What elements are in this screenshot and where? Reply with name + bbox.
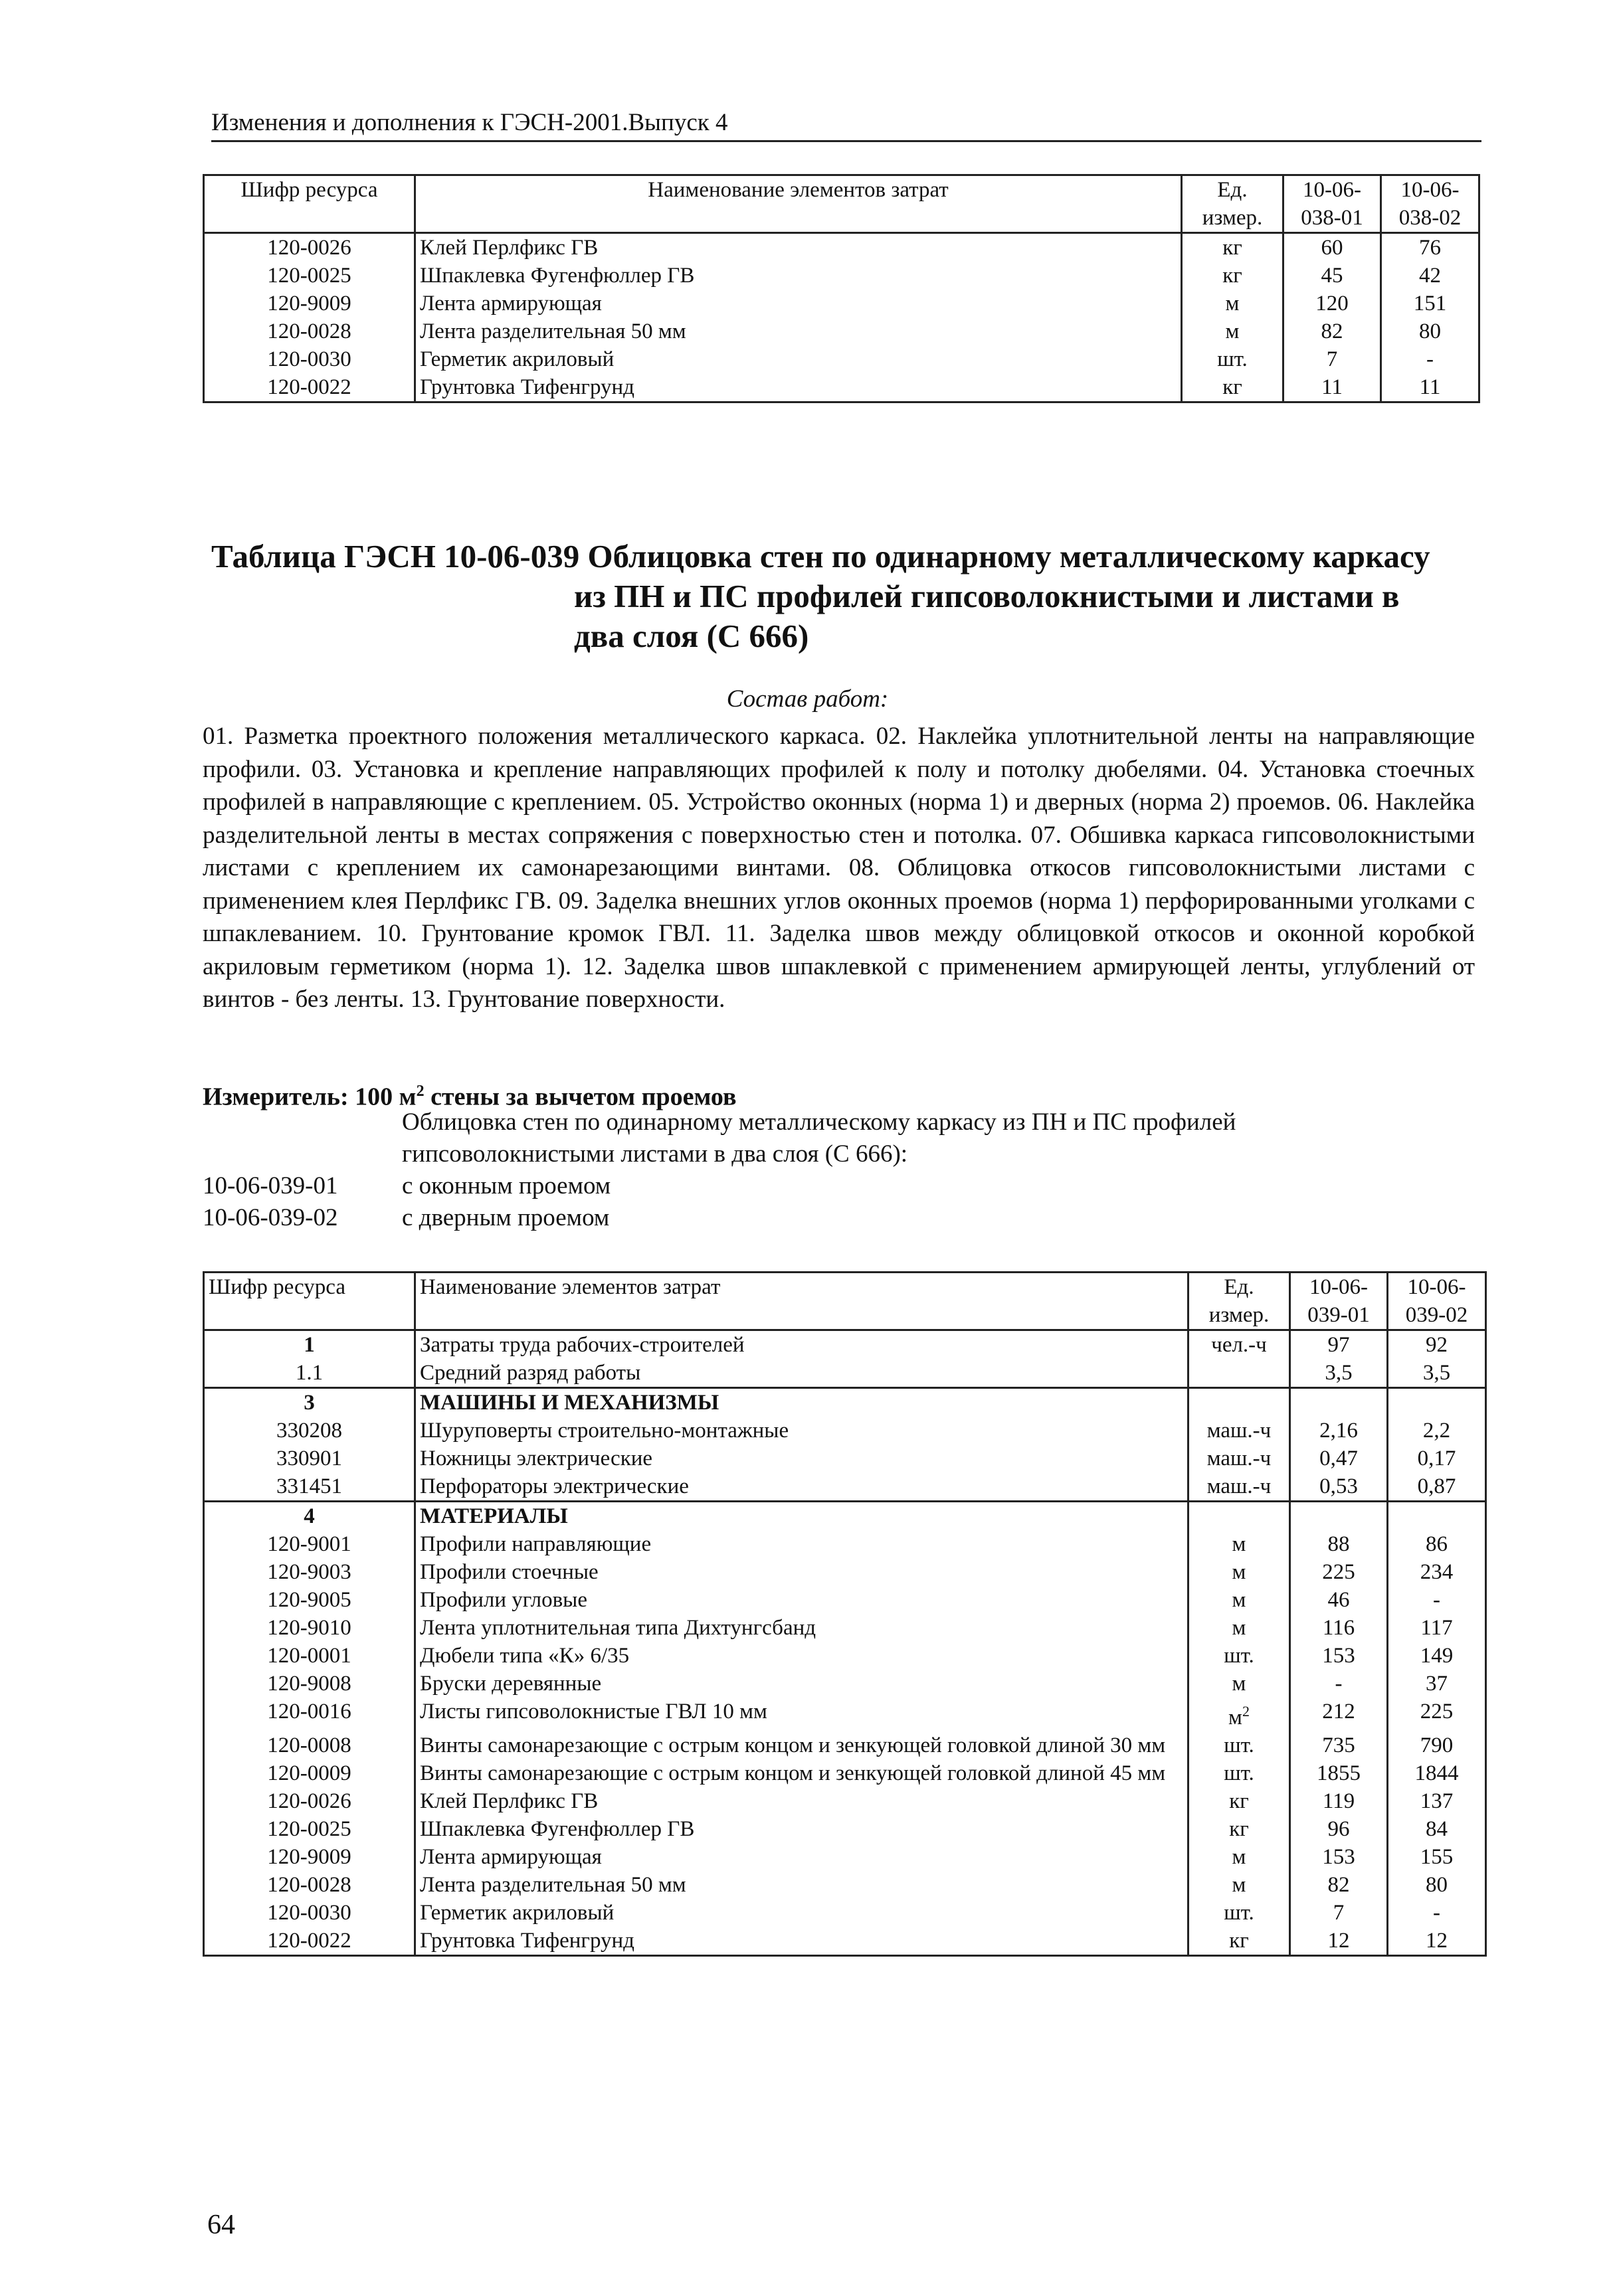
cell-unit: кг xyxy=(1182,233,1283,262)
cell-value-1: 225 xyxy=(1290,1558,1388,1586)
table-row xyxy=(204,1759,1486,1787)
cell-value-1: 11 xyxy=(1283,373,1381,402)
cell-value-1: - xyxy=(1290,1670,1388,1698)
cell-name: Герметик акриловый xyxy=(415,1899,1188,1927)
cell-name: Шпаклевка Фугенфюллер ГВ xyxy=(415,262,1182,290)
page-number: 64 xyxy=(207,2210,235,2240)
cell-code: 4 xyxy=(204,1502,415,1531)
cell-unit: маш.-ч xyxy=(1188,1472,1290,1502)
cell-code: 120-0028 xyxy=(204,1871,415,1899)
cell-unit: м xyxy=(1182,317,1283,345)
cell-value-1: 97 xyxy=(1290,1330,1388,1360)
meter-line: Измеритель: 100 $м^2$ стены за вычетом проемов xyxy=(203,1083,737,1111)
col-header-unit: Ед. измер. xyxy=(1188,1273,1290,1330)
resource-table-039 xyxy=(203,1271,1487,1957)
cell-value-2: 137 xyxy=(1388,1787,1486,1815)
cell-value-2: 0,87 xyxy=(1388,1472,1486,1502)
cell-value-2: 1844 xyxy=(1388,1759,1486,1787)
cell-value-1: 153 xyxy=(1290,1642,1388,1670)
cell-value-1: 0,53 xyxy=(1290,1472,1388,1502)
cell-name: Лента разделительная 50 мм xyxy=(415,317,1182,345)
cell-value-2 xyxy=(1388,1388,1486,1417)
table-row xyxy=(204,233,1479,262)
table-row xyxy=(204,1445,1486,1472)
col-header-norm-1: 10-06- 039-01 xyxy=(1290,1273,1388,1330)
table-row xyxy=(204,1417,1486,1445)
cell-code: 120-9010 xyxy=(204,1614,415,1642)
cell-value-1: 0,47 xyxy=(1290,1445,1388,1472)
cell-code: 120-9008 xyxy=(204,1670,415,1698)
cell-value-2: 86 xyxy=(1388,1530,1486,1558)
cell-value-1: 735 xyxy=(1290,1731,1388,1759)
cell-value-1: 82 xyxy=(1290,1871,1388,1899)
table-header-row xyxy=(204,175,1479,233)
cell-value-2: 225 xyxy=(1388,1698,1486,1731)
table-row xyxy=(204,1359,1486,1388)
table-row xyxy=(204,1927,1486,1956)
cell-value-1: 116 xyxy=(1290,1614,1388,1642)
cell-value-2: 2,2 xyxy=(1388,1417,1486,1445)
norm-text: с оконным проемом xyxy=(402,1172,611,1199)
table-row xyxy=(204,1472,1486,1502)
table-row xyxy=(204,345,1479,373)
cell-value-1: 7 xyxy=(1290,1899,1388,1927)
cell-name: Грунтовка Тифенгрунд xyxy=(415,373,1182,402)
cell-value-2: 155 xyxy=(1388,1843,1486,1871)
cell-value-2: 42 xyxy=(1381,262,1479,290)
cell-code: 120-0030 xyxy=(204,1899,415,1927)
norm-item xyxy=(203,1202,1478,1234)
cell-value-1: 120 xyxy=(1283,290,1381,317)
cell-unit: кг xyxy=(1188,1787,1290,1815)
col-header-code: Шифр ресурса xyxy=(204,1273,415,1330)
cell-value-2: 234 xyxy=(1388,1558,1486,1586)
col-header-norm-1: 10-06- 038-01 xyxy=(1283,175,1381,233)
table-row xyxy=(204,1871,1486,1899)
table-row xyxy=(204,317,1479,345)
cell-value-2: 92 xyxy=(1388,1330,1486,1360)
desc-intro-2: гипсоволокнистыми листами в два слоя (С 666): xyxy=(402,1140,908,1168)
cell-code: 120-0022 xyxy=(204,1927,415,1956)
cell-code: 120-0008 xyxy=(204,1731,415,1759)
cell-value-2: 3,5 xyxy=(1388,1359,1486,1388)
cell-unit: кг xyxy=(1188,1815,1290,1843)
cell-value-2: 151 xyxy=(1381,290,1479,317)
cell-code: 120-0016 xyxy=(204,1698,415,1731)
cell-name: МАТЕРИАЛЫ xyxy=(415,1502,1188,1531)
resource-table-038 xyxy=(203,174,1480,403)
cell-value-1: 12 xyxy=(1290,1927,1388,1956)
cell-unit: м xyxy=(1188,1843,1290,1871)
cell-code: 120-9001 xyxy=(204,1530,415,1558)
cell-value-1 xyxy=(1290,1502,1388,1531)
cell-code: 120-0025 xyxy=(204,262,415,290)
cell-name: Клей Перлфикс ГВ xyxy=(415,233,1182,262)
cell-value-1: 153 xyxy=(1290,1843,1388,1871)
norm-item xyxy=(203,1170,1478,1202)
cell-unit: м xyxy=(1182,290,1283,317)
cell-value-2 xyxy=(1388,1502,1486,1531)
cell-code: 330901 xyxy=(204,1445,415,1472)
table-row xyxy=(204,1530,1486,1558)
cell-code: 120-0030 xyxy=(204,345,415,373)
cell-value-2: 37 xyxy=(1388,1670,1486,1698)
cell-name: Профили угловые xyxy=(415,1586,1188,1614)
cell-code: 120-0022 xyxy=(204,373,415,402)
cell-value-1: 3,5 xyxy=(1290,1359,1388,1388)
cell-name: Лента уплотнительная типа Дихтунгсбанд xyxy=(415,1614,1188,1642)
cell-unit: шт. xyxy=(1188,1759,1290,1787)
cell-unit: шт. xyxy=(1188,1899,1290,1927)
cell-code: 120-9009 xyxy=(204,1843,415,1871)
cell-value-1: 1855 xyxy=(1290,1759,1388,1787)
cell-code: 120-0025 xyxy=(204,1815,415,1843)
cell-value-1: 96 xyxy=(1290,1815,1388,1843)
table-row xyxy=(204,1558,1486,1586)
cell-name: Клей Перлфикс ГВ xyxy=(415,1787,1188,1815)
cell-name: Профили стоечные xyxy=(415,1558,1188,1586)
cell-name: Винты самонарезающие с острым концом и зенкующей головкой длиной 45 мм xyxy=(415,1759,1188,1787)
cell-name: Герметик акриловый xyxy=(415,345,1182,373)
cell-code: 120-0028 xyxy=(204,317,415,345)
cell-code: 120-0026 xyxy=(204,1787,415,1815)
cell-unit: шт. xyxy=(1182,345,1283,373)
norm-description xyxy=(203,1106,1478,1234)
table-row xyxy=(204,1843,1486,1871)
cell-unit xyxy=(1188,1359,1290,1388)
table-row xyxy=(204,1899,1486,1927)
cell-unit: м xyxy=(1188,1530,1290,1558)
col-header-name: Наименование элементов затрат xyxy=(415,175,1182,233)
cell-value-2: 76 xyxy=(1381,233,1479,262)
page-header: Изменения и дополнения к ГЭСН-2001.Выпуск 4 xyxy=(211,106,1481,142)
cell-unit: маш.-ч xyxy=(1188,1445,1290,1472)
cell-value-2: 149 xyxy=(1388,1642,1486,1670)
table-row xyxy=(204,290,1479,317)
cell-unit: кг xyxy=(1182,262,1283,290)
cell-value-1 xyxy=(1290,1388,1388,1417)
col-header-code: Шифр ресурса xyxy=(204,175,415,233)
col-header-name: Наименование элементов затрат xyxy=(415,1273,1188,1330)
cell-unit: м xyxy=(1188,1670,1290,1698)
cell-code: 120-9009 xyxy=(204,290,415,317)
cell-name: Шпаклевка Фугенфюллер ГВ xyxy=(415,1815,1188,1843)
cell-value-1: 60 xyxy=(1283,233,1381,262)
cell-value-2: - xyxy=(1381,345,1479,373)
cell-code: 120-0009 xyxy=(204,1759,415,1787)
table-row xyxy=(204,1388,1486,1417)
cell-name: Бруски деревянные xyxy=(415,1670,1188,1698)
cell-value-1: 46 xyxy=(1290,1586,1388,1614)
cell-unit: шт. xyxy=(1188,1642,1290,1670)
cell-code: 120-0026 xyxy=(204,233,415,262)
table-row xyxy=(204,262,1479,290)
table-header-row xyxy=(204,1273,1486,1330)
cell-name: Лента разделительная 50 мм xyxy=(415,1871,1188,1899)
cell-value-2: 790 xyxy=(1388,1731,1486,1759)
cell-name: МАШИНЫ И МЕХАНИЗМЫ xyxy=(415,1388,1188,1417)
norm-text: с дверным проемом xyxy=(402,1204,610,1231)
cell-value-2: 80 xyxy=(1388,1871,1486,1899)
cell-unit xyxy=(1188,1502,1290,1531)
table-row xyxy=(204,1787,1486,1815)
cell-unit: $м^2$ xyxy=(1188,1698,1290,1731)
cell-name: Затраты труда рабочих-строителей xyxy=(415,1330,1188,1360)
cell-unit: шт. xyxy=(1188,1731,1290,1759)
cell-code: 120-9003 xyxy=(204,1558,415,1586)
title-line-3: два слоя (С 666) xyxy=(574,618,809,654)
cell-code: 331451 xyxy=(204,1472,415,1502)
cell-value-1: 82 xyxy=(1283,317,1381,345)
table-row xyxy=(204,1586,1486,1614)
cell-name: Лента армирующая xyxy=(415,290,1182,317)
cell-value-1: 212 xyxy=(1290,1698,1388,1731)
cell-name: Ножницы электрические xyxy=(415,1445,1188,1472)
cell-name: Листы гипсоволокнистые ГВЛ 10 мм xyxy=(415,1698,1188,1731)
cell-unit: маш.-ч xyxy=(1188,1417,1290,1445)
cell-name: Грунтовка Тифенгрунд xyxy=(415,1927,1188,1956)
title-line-2: из ПН и ПС профилей гипсоволокнистыми и листами в xyxy=(574,578,1400,614)
cell-value-2: - xyxy=(1388,1899,1486,1927)
table-row xyxy=(204,1698,1486,1731)
norm-code: 10-06-039-01 xyxy=(203,1172,338,1199)
cell-code: 330208 xyxy=(204,1417,415,1445)
cell-unit: кг xyxy=(1182,373,1283,402)
table-row xyxy=(204,1642,1486,1670)
cell-value-2: 11 xyxy=(1381,373,1479,402)
cell-code: 120-0001 xyxy=(204,1642,415,1670)
cell-name: Винты самонарезающие с острым концом и зенкующей головкой длиной 30 мм xyxy=(415,1731,1188,1759)
cell-name: Перфораторы электрические xyxy=(415,1472,1188,1502)
title-line-1: Таблица ГЭСН 10-06-039 Облицовка стен по одинарному металлическому каркасу xyxy=(211,538,1430,574)
cell-code: 3 xyxy=(204,1388,415,1417)
cell-code: 120-9005 xyxy=(204,1586,415,1614)
cell-name: Средний разряд работы xyxy=(415,1359,1188,1388)
works-description: 01. Разметка проектного положения металлического каркаса. 02. Наклейка уплотнительной ленты на направляющие профили. 03. Установка и крепление направляющих профилей к полу и потолку дюбелями. 04. Установка стоечных профилей в направляющие с креплением. 05. Устройство оконных (норма 1) и дверных (норма 2) проемов. 06. Наклейка разделительной ленты в местах сопряжения с поверхностью стен и потолка. 07. Обшивка каркаса гипсоволокнистыми листами с креплением их самонарезающими винтами. 08. Облицовка откосов гипсоволокнистыми листами с применением клея Перлфикс ГВ. 09. Заделка внешних углов оконных проемов (норма 1) перфорированными уголками с шпаклеванием. 10. Грунтование кромок ГВЛ. 11. Заделка швов между облицовкой откосов и оконной коробкой акриловым герметиком (норма 1). 12. Заделка швов шпаклевкой с применением армирующей ленты, углублений от винтов - без ленты. 13. Грунтование поверхности. xyxy=(203,723,1475,1013)
cell-unit: м xyxy=(1188,1614,1290,1642)
cell-value-2: 117 xyxy=(1388,1614,1486,1642)
cell-unit: кг xyxy=(1188,1927,1290,1956)
cell-code: 1 xyxy=(204,1330,415,1360)
cell-unit: м xyxy=(1188,1871,1290,1899)
table-row xyxy=(204,1815,1486,1843)
cell-value-2: 0,17 xyxy=(1388,1445,1486,1472)
col-header-norm-2: 10-06- 039-02 xyxy=(1388,1273,1486,1330)
cell-name: Лента армирующая xyxy=(415,1843,1188,1871)
cell-value-2: 12 xyxy=(1388,1927,1486,1956)
table-row xyxy=(204,1670,1486,1698)
cell-unit: м xyxy=(1188,1558,1290,1586)
table-row xyxy=(204,1614,1486,1642)
cell-name: Шуруповерты строительно-монтажные xyxy=(415,1417,1188,1445)
cell-unit: м xyxy=(1188,1586,1290,1614)
cell-code: 1.1 xyxy=(204,1359,415,1388)
cell-value-2: - xyxy=(1388,1586,1486,1614)
cell-unit xyxy=(1188,1388,1290,1417)
norm-code: 10-06-039-02 xyxy=(203,1204,338,1231)
cell-value-2: 84 xyxy=(1388,1815,1486,1843)
cell-value-1: 88 xyxy=(1290,1530,1388,1558)
table-row xyxy=(204,1731,1486,1759)
cell-value-1: 119 xyxy=(1290,1787,1388,1815)
cell-unit: чел.-ч xyxy=(1188,1330,1290,1360)
desc-intro-1: Облицовка стен по одинарному металлическому каркасу из ПН и ПС профилей xyxy=(402,1108,1236,1136)
works-heading: Состав работ: xyxy=(726,685,889,713)
table-row xyxy=(204,1502,1486,1531)
table-row xyxy=(204,1330,1486,1360)
table-row xyxy=(204,373,1479,402)
cell-value-2: 80 xyxy=(1381,317,1479,345)
col-header-norm-2: 10-06- 038-02 xyxy=(1381,175,1479,233)
cell-value-1: 45 xyxy=(1283,262,1381,290)
cell-name: Дюбели типа «К» 6/35 xyxy=(415,1642,1188,1670)
col-header-unit: Ед. измер. xyxy=(1182,175,1283,233)
cell-value-1: 2,16 xyxy=(1290,1417,1388,1445)
table-title xyxy=(211,537,1480,656)
cell-value-1: 7 xyxy=(1283,345,1381,373)
cell-name: Профили направляющие xyxy=(415,1530,1188,1558)
